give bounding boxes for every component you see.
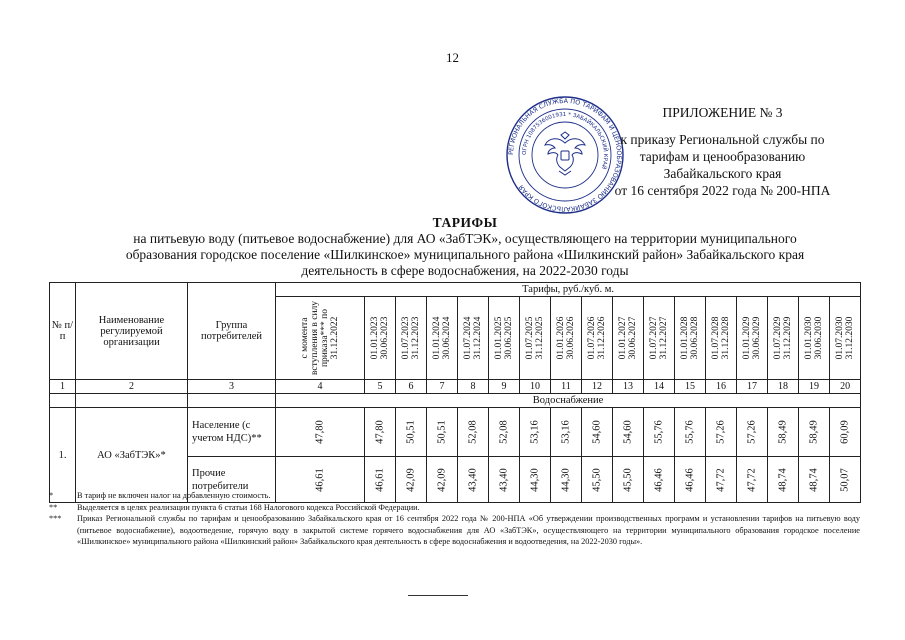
document-subtitle: образования городское поселение «Шилкинское» муниципального района «Шилкинский район» Забайкальского края (125, 247, 805, 262)
period-header (489, 297, 520, 380)
period-header (613, 297, 644, 380)
tariff-value-cell (427, 408, 458, 457)
page-number: 12 (446, 50, 459, 65)
column-number: 13 (613, 380, 644, 394)
tariff-value: 54,60 (591, 420, 603, 444)
tariff-value: 54,60 (622, 420, 634, 444)
tariff-value-cell (489, 408, 520, 457)
tariff-value: 43,40 (498, 467, 510, 492)
tariff-value: 48,74 (777, 467, 789, 492)
document-subtitle: деятельность в сфере водоснабжения, на 2022-2030 годы (301, 263, 629, 278)
document-title-block (70, 215, 860, 279)
period-label: 01.01.2024 30.06.2024 (432, 316, 452, 360)
tariff-value: 55,76 (653, 420, 665, 444)
tariff-value: 55,76 (684, 420, 696, 444)
coat-of-arms-emblem (545, 132, 585, 175)
footnote-mark: ** (49, 502, 58, 512)
period-label: 01.07.2025 31.12.2025 (525, 316, 545, 360)
tariff-value: 46,46 (653, 467, 665, 492)
tariff-value: 45,50 (622, 467, 634, 492)
tariff-value: 46,61 (314, 467, 326, 492)
column-number: 15 (675, 380, 706, 394)
tariff-value-cell (520, 408, 551, 457)
tariff-value-cell (675, 408, 706, 457)
tariff-value: 50,51 (436, 420, 448, 444)
period-header (830, 297, 861, 380)
tariff-value-cell (799, 408, 830, 457)
column-number: 8 (458, 380, 489, 394)
appendix-header (600, 104, 845, 199)
document-subtitle: на питьевую воду (питьевое водоснабжение) для АО «ЗабТЭК», осуществляющего на территории муниципального (133, 231, 797, 246)
tariff-value: 50,51 (405, 420, 417, 444)
tariff-value: 46,46 (684, 467, 696, 492)
column-number: 17 (737, 380, 768, 394)
section-water-supply: Водоснабжение (276, 394, 861, 408)
tariff-value-cell (830, 408, 861, 457)
appendix-line: Забайкальского края (663, 166, 782, 181)
period-header (458, 297, 489, 380)
period-header (520, 297, 551, 380)
period-label: 01.07.2030 31.12.2030 (835, 316, 856, 360)
tariff-value: 47,80 (374, 420, 386, 444)
tariff-value: 58,49 (808, 420, 820, 444)
column-number: 7 (427, 380, 458, 394)
tariff-value-cell (551, 408, 582, 457)
tariff-value-cell (458, 408, 489, 457)
tariff-value: 47,72 (746, 467, 758, 492)
tariff-value: 44,30 (560, 467, 572, 492)
consumer-group-population: Население (с учетом НДС)** (188, 408, 276, 457)
period-label: 01.01.2025 30.06.2025 (494, 316, 514, 360)
tariff-value-cell (768, 408, 799, 457)
period-label: 01.01.2029 30.06.2029 (742, 316, 762, 360)
appendix-line: к приказу Региональной службы по (620, 132, 825, 147)
period-header (675, 297, 706, 380)
period-label: 01.01.2030 30.06.2030 (804, 316, 824, 360)
column-number: 10 (520, 380, 551, 394)
period-header (799, 297, 830, 380)
period-header (737, 297, 768, 380)
footnote-text: Приказ Региональной службы по тарифам и ценообразованию Забайкальского края от 16 сентября 2022 года № 200-НПА «Об утверждении производственных программ и установлении тарифов на питьевую воду (питьевое водоснабжение), водоотведение, горячую воду в закрытой системе горячего водоснабжения для АО «ЗабТЭК», осуществляющего на территории муниципального образования городское поселение «Шилкинское» муниципального района «Шилкинский район» Забайкальского края деятельность в сфере водоснабжения и водоотведения, на 2022-2030 годы». (77, 514, 860, 546)
tariff-value: 60,09 (839, 420, 851, 444)
tariff-value-cell (582, 408, 613, 457)
period-label: 01.01.2027 30.06.2027 (618, 316, 638, 360)
tariff-value: 43,40 (467, 467, 479, 492)
period-label: 01.07.2027 31.12.2027 (649, 316, 669, 360)
period-header (644, 297, 675, 380)
tariff-value-cell (644, 408, 675, 457)
period-header (768, 297, 799, 380)
tariff-value-cell (737, 408, 768, 457)
footer-divider (408, 595, 468, 596)
column-number: 6 (396, 380, 427, 394)
header-row-number: № п/п (50, 283, 76, 380)
organization-name: АО «ЗабТЭК»* (76, 408, 188, 503)
footnote-mark: * (49, 491, 54, 500)
tariff-value: 57,26 (715, 420, 727, 444)
period-header (706, 297, 737, 380)
tariff-value-cell (706, 408, 737, 457)
period-label: 01.07.2024 31.12.2024 (463, 316, 483, 360)
tariff-value: 44,30 (529, 467, 541, 492)
period-label: 01.07.2028 31.12.2028 (711, 316, 731, 360)
column-number: 12 (582, 380, 613, 394)
period-label: 01.01.2028 30.06.2028 (680, 316, 700, 360)
column-number: 2 (76, 380, 188, 394)
footnote-text: В тариф не включен налог на добавленную стоимость. (77, 491, 271, 500)
period-header (365, 297, 396, 380)
column-number: 11 (551, 380, 582, 394)
period-label: 01.01.2023 30.06.2023 (370, 316, 390, 360)
column-number: 4 (276, 380, 365, 394)
header-consumer-group: Группа потребителей (188, 283, 276, 380)
period-header (427, 297, 458, 380)
tariff-value: 47,80 (314, 420, 326, 444)
tariff-value: 52,08 (467, 420, 479, 444)
tariff-value-cell (365, 408, 396, 457)
period-label: 01.01.2026 30.06.2026 (556, 316, 576, 360)
row-number: 1. (50, 408, 76, 503)
tariff-value: 53,16 (560, 420, 572, 444)
tariff-value-cell (276, 408, 365, 457)
period-label: с момента вступления в силу приказа*** по 31.12.2022 (300, 300, 340, 376)
tariff-value: 42,09 (436, 467, 448, 492)
tariff-value: 46,61 (374, 467, 386, 492)
tariff-value-cell (613, 408, 644, 457)
consumer-group-other: Прочие потребители (188, 457, 276, 503)
period-label: 01.07.2026 31.12.2026 (587, 316, 607, 360)
appendix-title: ПРИЛОЖЕНИЕ № 3 (662, 105, 783, 120)
period-header (582, 297, 613, 380)
document-title: ТАРИФЫ (432, 215, 498, 230)
column-number: 5 (365, 380, 396, 394)
footnote-text: Выделяется в целях реализации пункта 6 статьи 168 Налогового кодекса Российской Федерации. (77, 502, 420, 512)
period-header (551, 297, 582, 380)
tariff-value: 47,72 (715, 467, 727, 492)
column-number: 20 (830, 380, 861, 394)
tariffs-table (49, 282, 861, 503)
svg-text:ОГРН 1087536001931 * ЗАБАЙКАЛЬ: ОГРН 1087536001931 * ЗАБАЙКАЛЬСКИЙ КРАЙ (521, 111, 609, 170)
column-number: 18 (768, 380, 799, 394)
period-header (396, 297, 427, 380)
footnote-mark: *** (49, 514, 62, 523)
header-tariffs: Тарифы, руб./куб. м. (276, 283, 861, 297)
period-label: 01.07.2023 31.12.2023 (401, 316, 421, 360)
header-organization: Наименование регулируемой организации (76, 283, 188, 380)
tariff-value: 45,50 (591, 467, 603, 492)
tariff-value: 50,07 (839, 467, 851, 492)
tariff-value-cell (396, 408, 427, 457)
appendix-line: от 16 сентября 2022 года № 200-НПА (614, 183, 831, 198)
tariff-value: 52,08 (498, 420, 510, 444)
period-header (276, 297, 365, 380)
column-number: 19 (799, 380, 830, 394)
tariff-value: 42,09 (405, 467, 417, 492)
column-number: 9 (489, 380, 520, 394)
svg-text:РЕГИОНАЛЬНАЯ СЛУЖБА ПО ТАРИФАМ: РЕГИОНАЛЬНАЯ СЛУЖБА ПО ТАРИФАМ И ЦЕНООБРАЗОВАНИЮ ЗАБАЙКАЛЬСКОГО КРАЯ (506, 96, 624, 214)
footnotes (49, 490, 860, 548)
tariff-value: 58,49 (777, 420, 789, 444)
tariff-value: 57,26 (746, 420, 758, 444)
tariff-value: 53,16 (529, 420, 541, 444)
column-number: 16 (706, 380, 737, 394)
column-number: 1 (50, 380, 76, 394)
column-number: 14 (644, 380, 675, 394)
period-label: 01.07.2029 31.12.2029 (773, 316, 793, 360)
column-number: 3 (188, 380, 276, 394)
appendix-line: тарифам и ценообразованию (639, 149, 806, 164)
tariff-value: 48,74 (808, 467, 820, 492)
